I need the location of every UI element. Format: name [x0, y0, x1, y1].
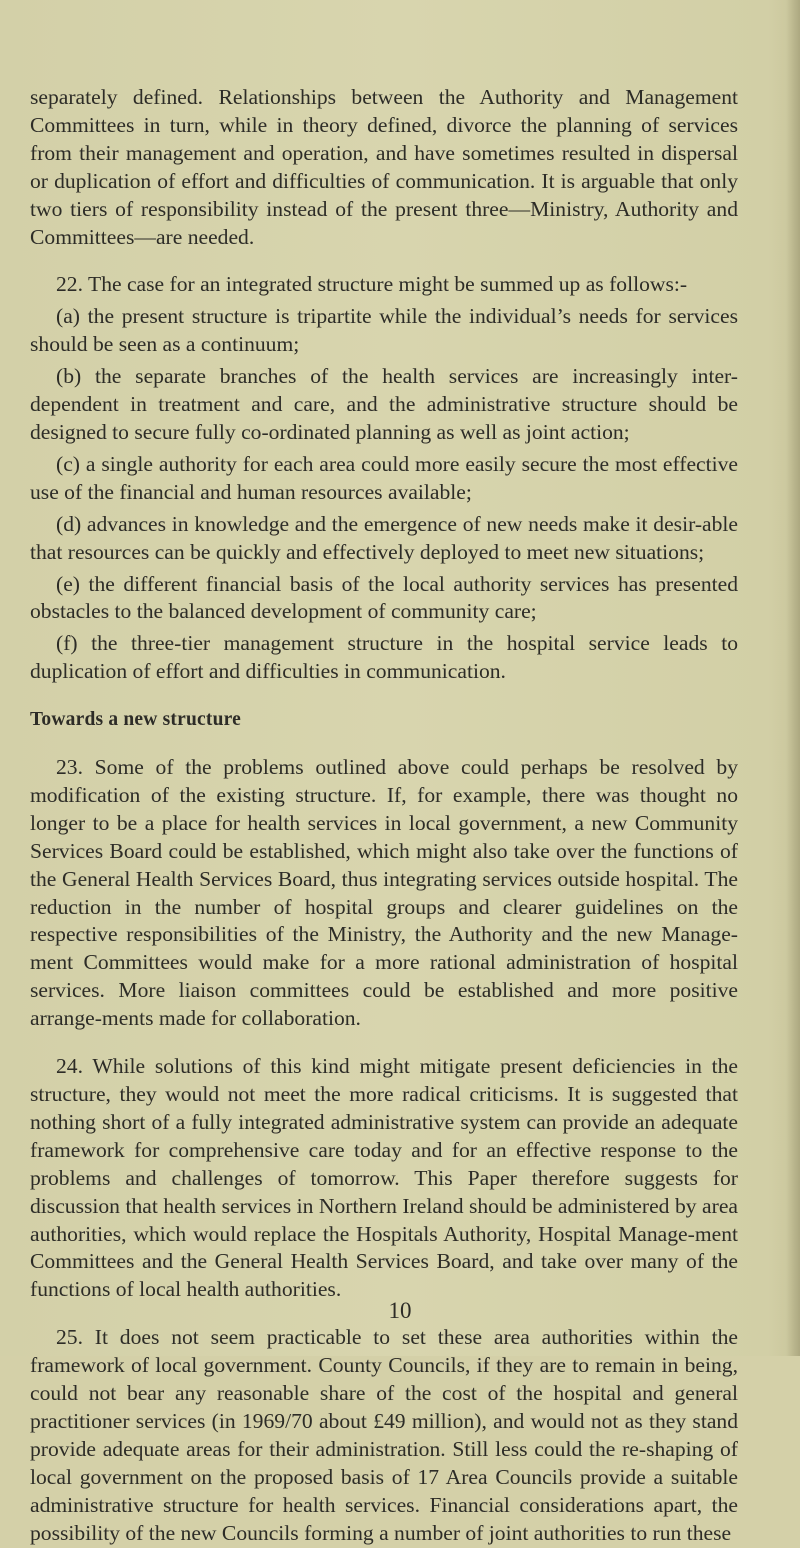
section-heading: Towards a new structure	[30, 709, 241, 731]
body-text	[30, 84, 738, 1548]
paragraph-22a: (a) the present structure is tripartite while the individual’s needs for services should be seen as a continuum;	[30, 304, 738, 357]
paragraph-22b: (b) the separate branches of the health services are increasingly inter-dependent in treatment and care, and the administrative structure should be designed to secure fully co-ordinated planning as well as joint action;	[30, 364, 738, 444]
page-number: 10	[388, 1298, 412, 1323]
paragraph-22f: (f) the three-tier management structure in the hospital service leads to duplication of effort and difficulties in communication.	[30, 631, 738, 684]
paragraph-23: 23. Some of the problems outlined above could perhaps be resolved by modification of the existing structure. If, for example, there was thought no longer to be a place for health services in local government, a new Community Services Board could be established, which might also take over the functions of the General Health Services Board, thus integrating services outside hospital. The reduction in the number of hospital groups and clearer guidelines on the respective responsibilities of the Ministry, the Authority and the new Manage-ment Committees would make for a more rational administration of hospital services. More liaison committees could be established and more positive arrange-ments made for collaboration.	[30, 755, 738, 1031]
page-edge-shadow	[786, 0, 800, 1356]
paragraph-22c: (c) a single authority for each area could more easily secure the most effective use of the financial and human resources available;	[30, 451, 738, 504]
paragraph-continued: separately defined. Relationships between the Authority and Management Committees in turn, while in theory defined, divorce the planning of services from their management and operation, and have sometimes resulted in dispersal or duplication of effort and difficulties of communication. It is arguable that only two tiers of responsibility instead of the present three—Ministry, Authority and Committees—are needed.	[30, 85, 738, 249]
paragraph-22d: (d) advances in knowledge and the emergence of new needs make it desir-able that resources can be quickly and effectively deployed to meet new situations;	[30, 511, 738, 564]
paragraph-25: 25. It does not seem practicable to set these area authorities within the framework of local government. County Councils, if they are to remain in being, could not bear any reasonable share of the cost of the hospital and general practitioner services (in 1969/70 about £49 million), and would not as they stand provide adequate areas for their administration. Still less could the re-shaping of local government on the proposed basis of 17 Area Councils provide a suitable administrative structure for health services. Financial considerations apart, the possibility of the new Councils forming a number of joint authorities to run these	[30, 1325, 738, 1545]
paragraph-24: 24. While solutions of this kind might mitigate present deficiencies in the structure, they would not meet the more radical criticisms. It is suggested that nothing short of a fully integrated administrative system can provide an adequate framework for comprehensive care today and for an effective response to the problems and challenges of tomorrow. This Paper therefore suggests for discussion that health services in Northern Ireland should be administered by area authorities, which would replace the Hospitals Authority, Hospital Manage-ment Committees and the General Health Services Board, and take over many of the functions of local health authorities.	[30, 1054, 738, 1302]
paragraph-22: 22. The case for an integrated structure might be summed up as follows:-	[56, 272, 688, 297]
paragraph-22e: (e) the different financial basis of the local authority services has presented obstacles to the balanced development of community care;	[30, 571, 738, 624]
